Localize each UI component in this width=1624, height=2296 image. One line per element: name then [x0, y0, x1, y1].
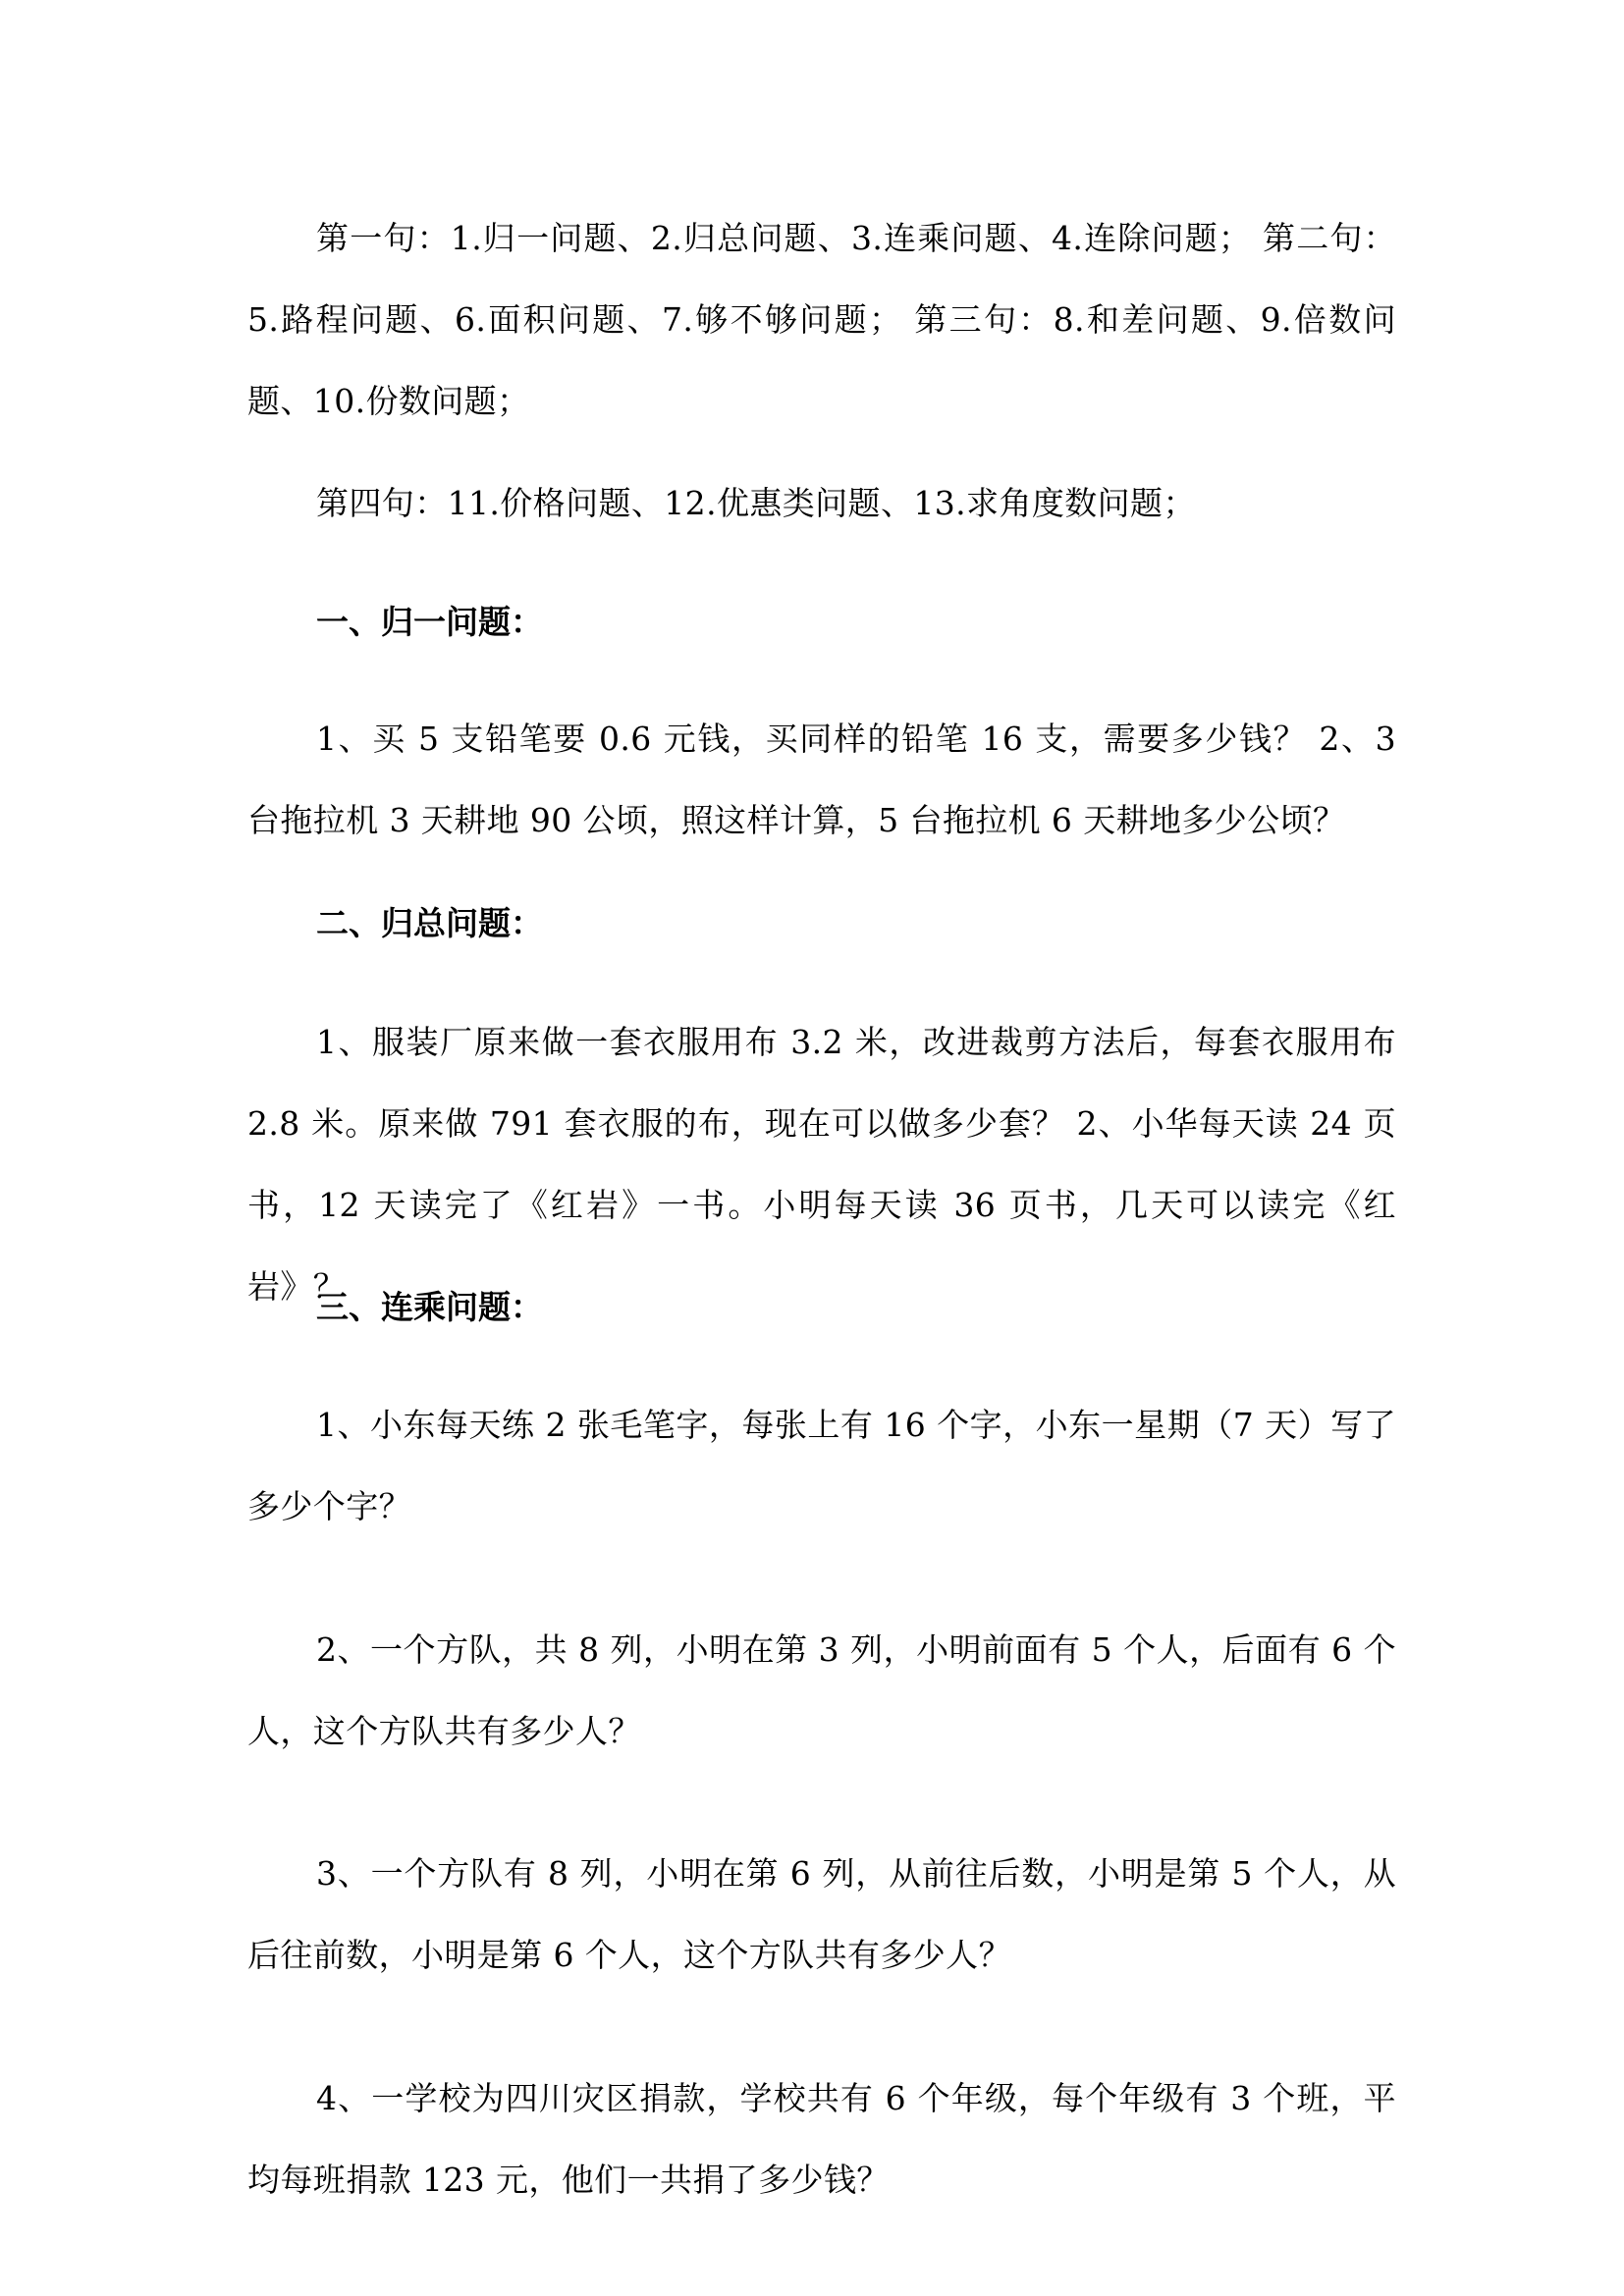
intro-paragraph-1: 第一句：1.归一问题、2.归总问题、3.连乘问题、4.连除问题； 第二句：5.路程问题、6.面积问题、7.够不够问题； 第三句：8.和差问题、9.倍数问题、10.份数问题； — [247, 219, 1396, 420]
section-3-paragraph-1: 1、小东每天练 2 张毛笔字，每张上有 16 个字，小东一星期（7 天）写了多少个字？ — [247, 1406, 1396, 1525]
section-3-paragraph-2: 2、一个方队，共 8 列，小明在第 3 列，小明前面有 5 个人，后面有 6 个人，这个方队共有多少人？ — [247, 1630, 1396, 1750]
section-3-paragraph-3: 3、一个方队有 8 列，小明在第 6 列，从前往后数，小明是第 5 个人，从后往前数，小明是第 6 个人，这个方队共有多少人？ — [247, 1854, 1396, 1974]
section-heading-guizong: 二、归总问题： — [316, 904, 543, 942]
intro-paragraph-2: 第四句：11.价格问题、12.优惠类问题、13.求角度数问题； — [316, 484, 1196, 522]
section-heading-guiyi: 一、归一问题： — [316, 603, 543, 641]
section-2-paragraph-1: 1、服装厂原来做一套衣服用布 3.2 米，改进裁剪方法后，每套衣服用布 2.8 米。原来做 791 套衣服的布，现在可以做多少套？ 2、小华每天读 24 页书，12 天读完了《红岩》一书。小明每天读 36 页书，几天可以读完《红岩》？ — [247, 1023, 1396, 1306]
section-3-paragraph-4: 4、一学校为四川灾区捐款，学校共有 6 个年级，每个年级有 3 个班，平均每班捐款 123 元，他们一共捐了多少钱？ — [247, 2079, 1396, 2199]
section-1-paragraph-1: 1、买 5 支铅笔要 0.6 元钱，买同样的铅笔 16 支，需要多少钱？ 2、3 台拖拉机 3 天耕地 90 公顷，照这样计算，5 台拖拉机 6 天耕地多少公顷？ — [247, 720, 1396, 839]
section-heading-lianchen: 三、连乘问题： — [316, 1288, 543, 1326]
